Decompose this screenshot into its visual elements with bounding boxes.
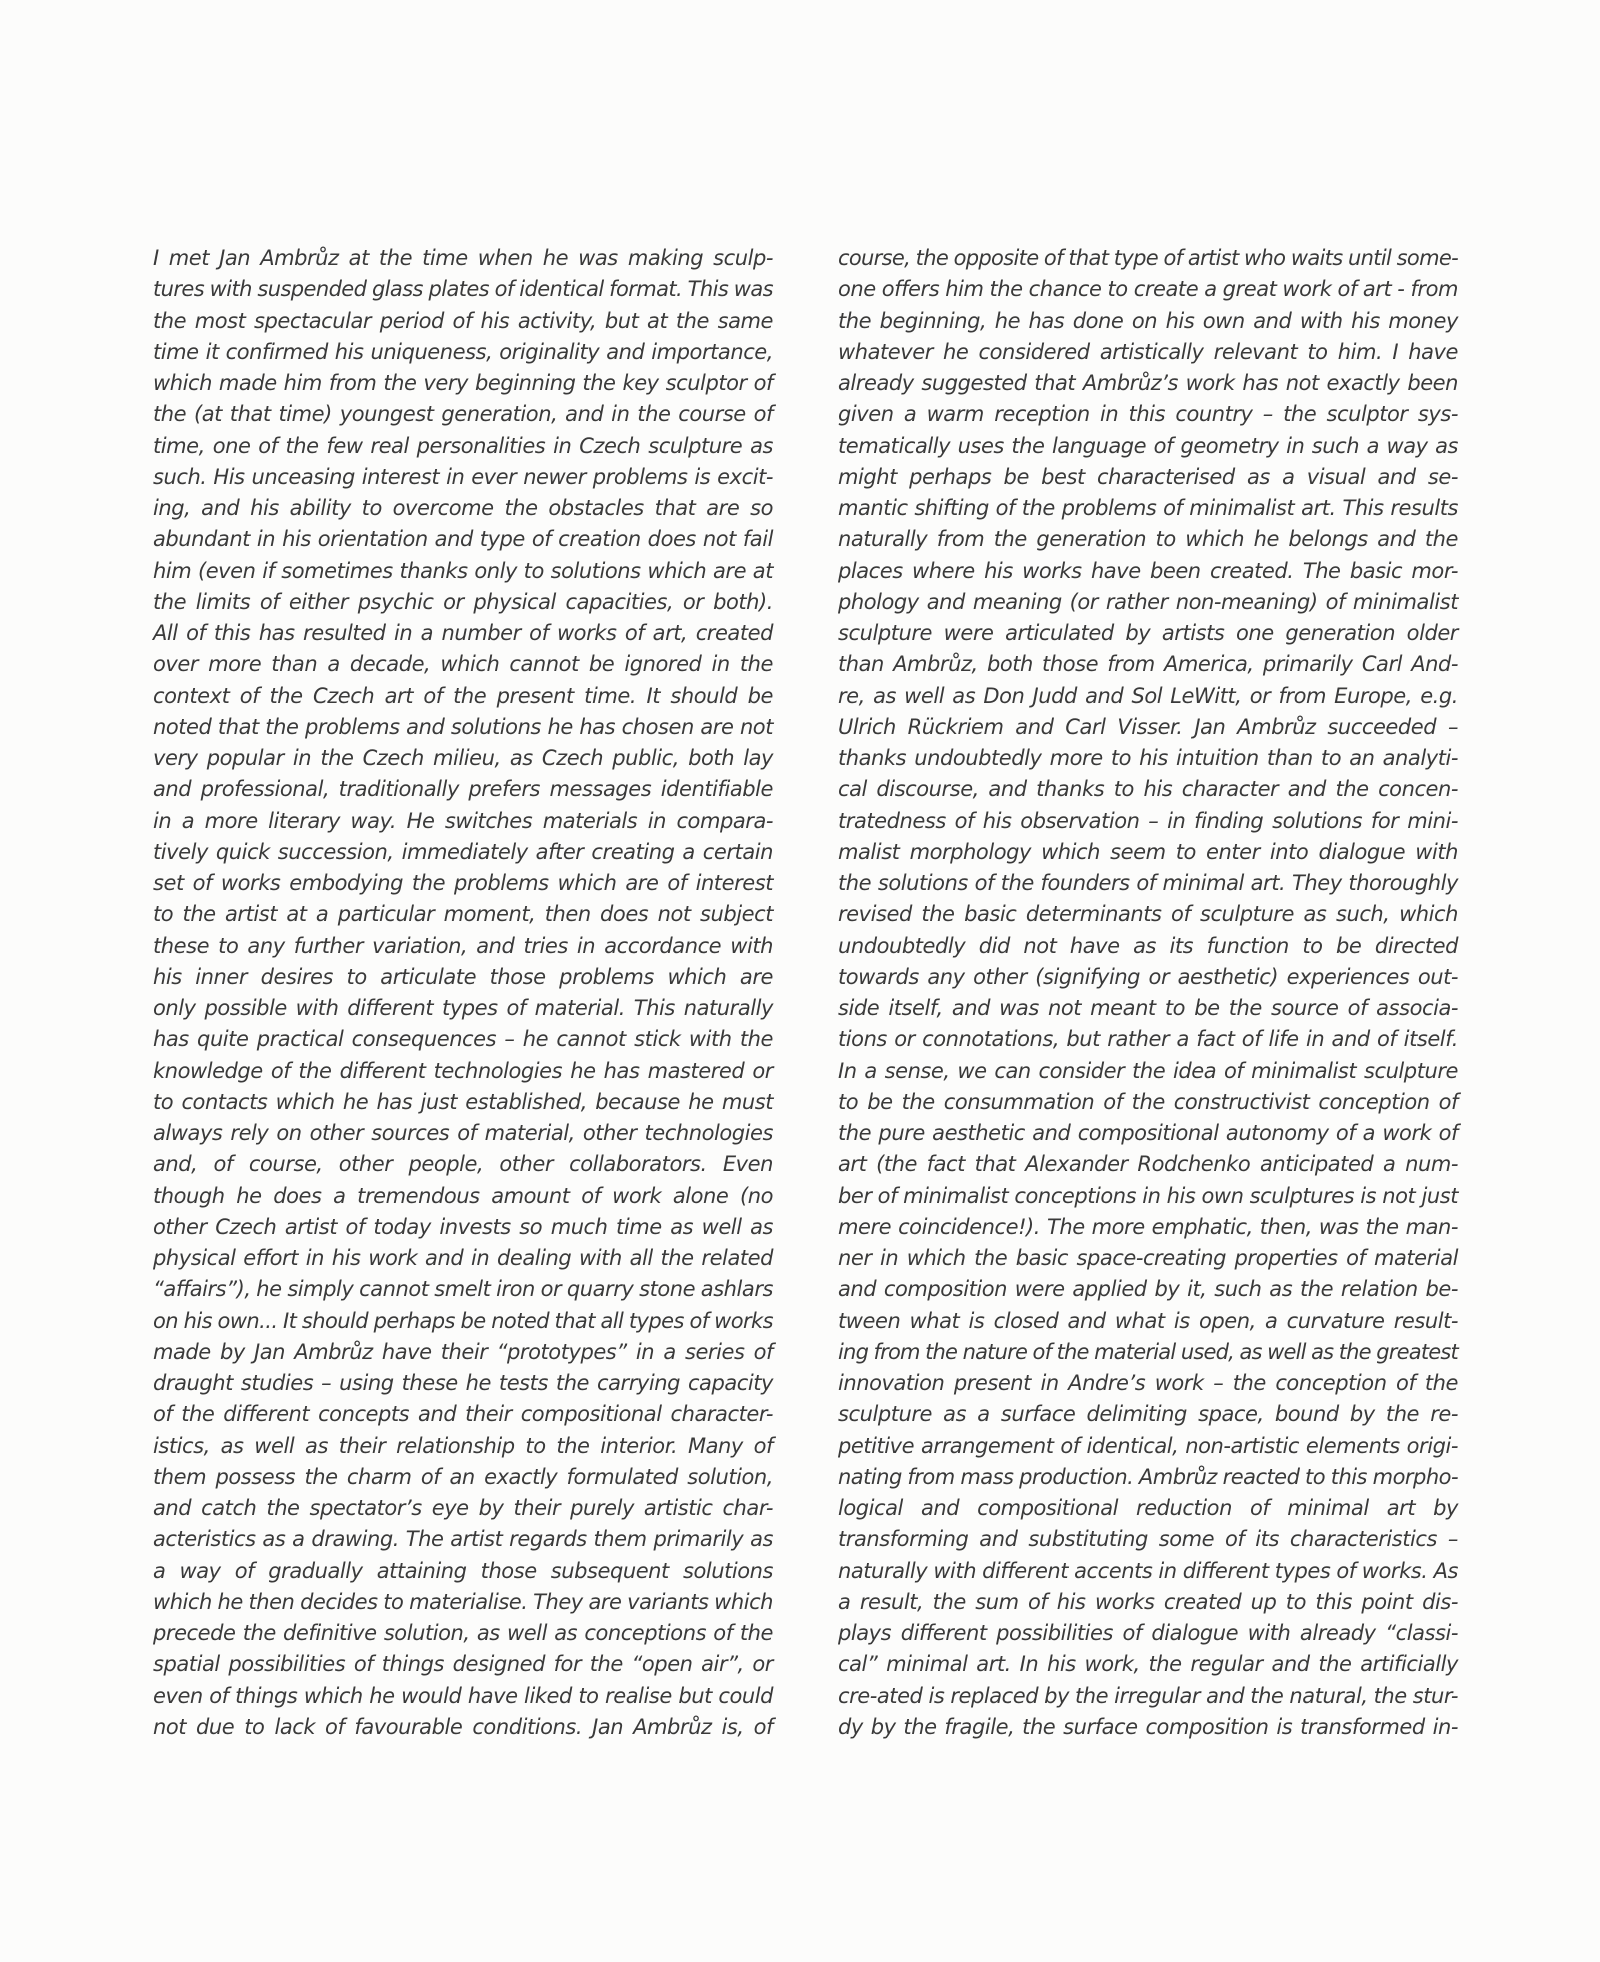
- text-line: “affairs”), he simply cannot smelt iron or quarry stone ashlars: [153, 1277, 773, 1302]
- text-line: whatever he considered artistically relevant to him. I have: [838, 339, 1458, 364]
- text-line: and professional, traditionally prefers messages identifiable: [153, 777, 773, 802]
- text-line: istics, as well as their relationship to the interior. Many of: [153, 1433, 773, 1458]
- text-line: transforming and substituting some of its characteristics –: [838, 1527, 1458, 1552]
- text-line: and catch the spectator’s eye by their purely artistic char-: [153, 1496, 773, 1520]
- text-line: malist morphology which seem to enter into dialogue with: [838, 839, 1458, 864]
- text-line: the solutions of the founders of minimal art. They thoroughly: [838, 871, 1458, 895]
- text-line: spatial possibilities of things designed for the “open air”, or: [153, 1652, 773, 1677]
- text-line: the pure aesthetic and compositional autonomy of a work of: [838, 1121, 1458, 1145]
- text-line: a result, the sum of his works created up to this point dis-: [838, 1589, 1458, 1614]
- text-line: revised the basic determinants of sculpture as such, which: [838, 902, 1458, 927]
- text-line: a way of gradually attaining those subsequent solutions: [153, 1558, 773, 1583]
- text-line: over more than a decade, which cannot be ignored in the: [153, 652, 773, 677]
- text-line: cal” minimal art. In his work, the regular and the artificially: [838, 1652, 1458, 1677]
- text-line: course, the opposite of that type of artist who waits until some-: [838, 246, 1458, 270]
- text-line: mantic shifting of the problems of minimalist art. This results: [838, 496, 1458, 520]
- text-line: tratedness of his observation – in finding solutions for mini-: [838, 808, 1458, 833]
- text-line: undoubtedly did not have as its function to be directed: [838, 933, 1458, 958]
- text-line: in a more literary way. He switches materials in compara-: [153, 808, 773, 833]
- text-line: nating from mass production. Ambrůz reacted to this morpho-: [838, 1464, 1458, 1489]
- text-line: ner in which the basic space-creating properties of material: [838, 1246, 1458, 1270]
- text-line: phology and meaning (or rather non-meaning) of minimalist: [838, 589, 1458, 614]
- text-line: ing from the nature of the material used, as well as the greatest: [838, 1339, 1458, 1364]
- text-line: only possible with different types of material. This naturally: [153, 996, 773, 1020]
- text-line: noted that the problems and solutions he has chosen are not: [153, 714, 773, 739]
- text-line: physical effort in his work and in dealing with all the related: [153, 1246, 773, 1270]
- text-line: though he does a tremendous amount of work alone (no: [153, 1183, 773, 1208]
- text-line: time it confirmed his uniqueness, originality and importance,: [153, 339, 773, 364]
- text-line: All of this has resulted in a number of works of art, created: [153, 621, 773, 645]
- text-line: naturally from the generation to which he belongs and the: [838, 527, 1458, 552]
- text-line: even of things which he would have liked to realise but could: [153, 1683, 773, 1708]
- text-line: very popular in the Czech milieu, as Czech public, both lay: [153, 746, 773, 770]
- text-line: logical and compositional reduction of minimal art by: [838, 1496, 1458, 1520]
- text-line: not due to lack of favourable conditions. Jan Ambrůz is, of: [153, 1714, 773, 1739]
- text-line: side itself, and was not meant to be the source of associa-: [838, 996, 1458, 1020]
- text-line: places where his works have been created. The basic mor-: [838, 558, 1458, 583]
- text-line: ber of minimalist conceptions in his own sculptures is not just: [838, 1183, 1458, 1208]
- left-text-column: [153, 243, 773, 1743]
- text-line: innovation present in Andre’s work – the conception of the: [838, 1371, 1458, 1395]
- text-line: mere coincidence!). The more emphatic, then, was the man-: [838, 1214, 1458, 1239]
- text-line: which he then decides to materialise. They are variants which: [153, 1589, 773, 1614]
- text-line: acteristics as a drawing. The artist regards them primarily as: [153, 1527, 773, 1552]
- text-line: petitive arrangement of identical, non-artistic elements origi-: [838, 1433, 1458, 1458]
- text-line: the beginning, he has done on his own and with his money: [838, 308, 1458, 333]
- text-line: cre-ated is replaced by the irregular and the natural, the stur-: [838, 1683, 1458, 1708]
- text-line: naturally with different accents in different types of works. As: [838, 1558, 1458, 1583]
- text-line: than Ambrůz, both those from America, primarily Carl And-: [838, 652, 1458, 677]
- text-line: already suggested that Ambrůz’s work has not exactly been: [838, 371, 1458, 395]
- text-line: and composition were applied by it, such as the relation be-: [838, 1277, 1458, 1302]
- text-line: set of works embodying the problems which are of interest: [153, 871, 773, 895]
- text-line: time, one of the few real personalities in Czech sculpture as: [153, 433, 773, 458]
- text-line: one offers him the chance to create a great work of art - from: [838, 277, 1458, 302]
- text-line: plays different possibilities of dialogue with already “classi-: [838, 1621, 1458, 1645]
- text-line: given a warm reception in this country – the sculptor sys-: [838, 402, 1458, 427]
- text-line: ing, and his ability to overcome the obstacles that are so: [153, 496, 773, 520]
- text-line: draught studies – using these he tests the carrying capacity: [153, 1371, 773, 1395]
- text-line: and, of course, other people, other collaborators. Even: [153, 1152, 773, 1177]
- text-line: of the different concepts and their compositional character-: [153, 1402, 773, 1427]
- text-line: context of the Czech art of the present time. It should be: [153, 683, 773, 708]
- text-line: his inner desires to articulate those problems which are: [153, 964, 773, 989]
- text-line: abundant in his orientation and type of creation does not fail: [153, 527, 773, 552]
- right-text-column: [838, 243, 1458, 1743]
- text-line: to contacts which he has just established, because he must: [153, 1089, 773, 1114]
- text-line: knowledge of the different technologies he has mastered or: [153, 1058, 773, 1083]
- text-line: I met Jan Ambrůz at the time when he was making sculp-: [153, 246, 773, 270]
- text-line: has quite practical consequences – he cannot stick with the: [153, 1027, 773, 1052]
- text-line: to be the consummation of the constructivist conception of: [838, 1089, 1458, 1114]
- text-line: art (the fact that Alexander Rodchenko anticipated a num-: [838, 1152, 1458, 1177]
- text-line: sculpture as a surface delimiting space, bound by the re-: [838, 1402, 1458, 1427]
- text-line: these to any further variation, and tries in accordance with: [153, 933, 773, 958]
- text-line: the limits of either psychic or physical capacities, or both).: [153, 589, 773, 614]
- text-line: In a sense, we can consider the idea of minimalist sculpture: [838, 1058, 1458, 1083]
- text-line: him (even if sometimes thanks only to solutions which are at: [153, 558, 773, 583]
- text-line: sculpture were articulated by artists one generation older: [838, 621, 1458, 645]
- text-line: on his own... It should perhaps be noted that all types of works: [153, 1308, 773, 1333]
- text-line: thanks undoubtedly more to his intuition than to an analyti-: [838, 746, 1458, 770]
- text-line: which made him from the very beginning the key sculptor of: [153, 371, 773, 395]
- text-line: always rely on other sources of material, other technologies: [153, 1121, 773, 1145]
- text-line: other Czech artist of today invests so much time as well as: [153, 1214, 773, 1239]
- text-line: re, as well as Don Judd and Sol LeWitt, or from Europe, e.g.: [838, 683, 1458, 708]
- text-line: Ulrich Rückriem and Carl Visser. Jan Ambrůz succeeded –: [838, 714, 1458, 739]
- text-line: precede the definitive solution, as well as conceptions of the: [153, 1621, 773, 1645]
- text-line: the (at that time) youngest generation, and in the course of: [153, 402, 773, 427]
- text-line: tions or connotations, but rather a fact of life in and of itself.: [838, 1027, 1458, 1052]
- text-line: tively quick succession, immediately after creating a certain: [153, 839, 773, 864]
- text-line: the most spectacular period of his activity, but at the same: [153, 308, 773, 333]
- text-line: might perhaps be best characterised as a visual and se-: [838, 464, 1458, 489]
- text-line: to the artist at a particular moment, then does not subject: [153, 902, 773, 927]
- text-line: cal discourse, and thanks to his character and the concen-: [838, 777, 1458, 802]
- text-line: dy by the fragile, the surface composition is transformed in-: [838, 1714, 1458, 1739]
- text-line: towards any other (signifying or aesthetic) experiences out-: [838, 964, 1458, 989]
- text-line: tween what is closed and what is open, a curvature result-: [838, 1308, 1458, 1333]
- text-line: made by Jan Ambrůz have their “prototypes” in a series of: [153, 1339, 773, 1364]
- text-line: tematically uses the language of geometry in such a way as: [838, 433, 1458, 458]
- text-line: tures with suspended glass plates of identical format. This was: [153, 277, 773, 302]
- text-line: such. His unceasing interest in ever newer problems is excit-: [153, 464, 773, 489]
- text-line: them possess the charm of an exactly formulated solution,: [153, 1464, 773, 1489]
